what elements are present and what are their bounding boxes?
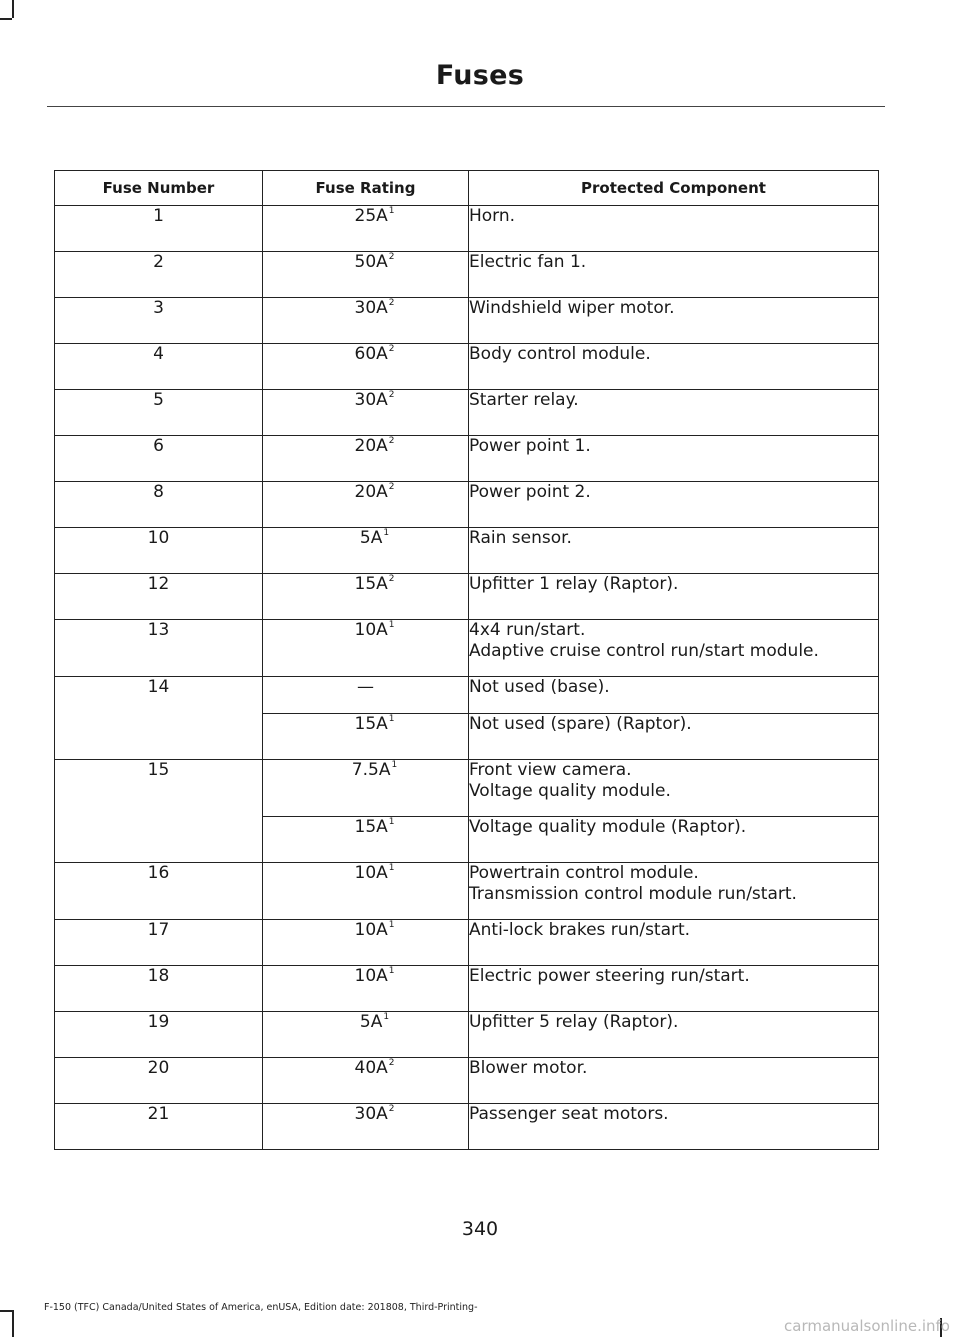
- protected-component-cell: [469, 677, 879, 714]
- fuse-number-cell: 18: [55, 966, 263, 1012]
- crop-mark: [12, 1310, 14, 1337]
- footnote-marker: 2: [388, 1104, 395, 1114]
- protected-component-line: Electric power steering run/start.: [469, 966, 750, 986]
- footnote-marker: 2: [388, 298, 395, 308]
- fuse-rating-value: 10A: [354, 620, 388, 640]
- fuse-rating: [337, 574, 395, 595]
- footnote-marker: 2: [388, 482, 395, 492]
- fuse-rating: [337, 390, 395, 411]
- fuse-rating-value: 5A: [359, 528, 383, 548]
- protected-component-line: Not used (spare) (Raptor).: [469, 714, 692, 734]
- table-row: [55, 574, 879, 620]
- protected-component-cell: [469, 920, 879, 966]
- fuse-rating-cell: [263, 206, 469, 252]
- protected-component-cell: [469, 1104, 879, 1150]
- protected-component-cell: [469, 714, 879, 760]
- footnote-marker: 2: [388, 1058, 395, 1068]
- crop-mark: [12, 0, 14, 18]
- fuse-number-cell: 5: [55, 390, 263, 436]
- title-divider: [47, 106, 885, 107]
- fuse-rating-value: 5A: [359, 1012, 383, 1032]
- fuse-number-cell: 21: [55, 1104, 263, 1150]
- protected-component-line: Power point 1.: [469, 436, 591, 456]
- fuse-rating-value: 15A: [354, 817, 388, 837]
- fuse-number-cell: 14: [55, 677, 263, 760]
- fuse-rating: [337, 920, 395, 941]
- table-row: [55, 1012, 879, 1058]
- footer-edition-text: F-150 (TFC) Canada/United States of America, enUSA, Edition date: 201808, Third-Printing-: [44, 1302, 478, 1313]
- footnote-marker: 1: [388, 920, 395, 930]
- protected-component-line: Windshield wiper motor.: [469, 298, 675, 318]
- protected-component-line: Powertrain control module.: [469, 863, 699, 883]
- header-fuse-number: Fuse Number: [55, 171, 263, 206]
- fuse-rating: [342, 1012, 389, 1033]
- protected-component-cell: [469, 620, 879, 677]
- protected-component-line: Starter relay.: [469, 390, 579, 410]
- fuse-number-cell: 10: [55, 528, 263, 574]
- table-row: [55, 252, 879, 298]
- fuse-rating: [334, 760, 397, 781]
- fuse-number-cell: 8: [55, 482, 263, 528]
- fuse-rating: [337, 714, 395, 735]
- protected-component-cell: [469, 436, 879, 482]
- fuse-table-body: [55, 206, 879, 1150]
- footnote-marker: 1: [383, 1012, 390, 1022]
- footnote-marker: 2: [388, 390, 395, 400]
- fuse-rating-value: 30A: [354, 1104, 388, 1124]
- fuse-rating-value: 10A: [354, 966, 388, 986]
- protected-component-line: Power point 2.: [469, 482, 591, 502]
- protected-component-line: Anti-lock brakes run/start.: [469, 920, 691, 940]
- fuse-number-cell: 20: [55, 1058, 263, 1104]
- page-number: 340: [461, 1218, 499, 1240]
- fuse-rating-value: 40A: [354, 1058, 388, 1078]
- protected-component-line: Adaptive cruise control run/start module.: [469, 641, 819, 661]
- table-row: [55, 390, 879, 436]
- fuse-rating-cell: [263, 920, 469, 966]
- fuse-rating-cell: [263, 966, 469, 1012]
- protected-component-cell: [469, 574, 879, 620]
- fuse-rating: [357, 677, 374, 698]
- crop-mark: [0, 18, 12, 20]
- table-row: [55, 482, 879, 528]
- footnote-marker: 1: [388, 966, 395, 976]
- fuse-rating-value: 15A: [354, 714, 388, 734]
- fuse-number-cell: 13: [55, 620, 263, 677]
- fuse-rating-cell: [263, 760, 469, 817]
- fuse-rating-value: 25A: [354, 206, 388, 226]
- protected-component-cell: [469, 966, 879, 1012]
- footnote-marker: 1: [388, 206, 395, 216]
- protected-component-line: Transmission control module run/start.: [469, 884, 797, 904]
- fuse-number-cell: 3: [55, 298, 263, 344]
- watermark: carmanualsonline.info: [784, 1317, 950, 1335]
- fuse-number-cell: 4: [55, 344, 263, 390]
- fuse-rating-value: 10A: [354, 863, 388, 883]
- protected-component-cell: [469, 390, 879, 436]
- fuse-rating-value: 20A: [354, 436, 388, 456]
- table-row: [55, 298, 879, 344]
- protected-component-line: Rain sensor.: [469, 528, 572, 548]
- table-row: [55, 1104, 879, 1150]
- table-row: [55, 760, 879, 817]
- fuse-rating-value: 15A: [354, 574, 388, 594]
- table-row: [55, 620, 879, 677]
- footnote-marker: 1: [388, 620, 395, 630]
- footnote-marker: 1: [388, 714, 395, 724]
- footnote-marker: 1: [383, 528, 390, 538]
- protected-component-line: Front view camera.: [469, 760, 632, 780]
- fuse-rating-cell: [263, 574, 469, 620]
- fuse-rating-value: —: [357, 677, 374, 697]
- protected-component-cell: [469, 528, 879, 574]
- fuse-rating-cell: [263, 1012, 469, 1058]
- table-row: [55, 436, 879, 482]
- fuse-rating-value: 50A: [354, 252, 388, 272]
- fuse-rating: [337, 620, 395, 641]
- fuse-rating: [337, 482, 395, 503]
- fuse-rating: [337, 252, 395, 273]
- table-row: [55, 920, 879, 966]
- fuse-rating-cell: [263, 620, 469, 677]
- footnote-marker: 2: [388, 344, 395, 354]
- protected-component-cell: [469, 817, 879, 863]
- fuse-number-cell: 12: [55, 574, 263, 620]
- protected-component-cell: [469, 863, 879, 920]
- fuse-rating-cell: [263, 1058, 469, 1104]
- protected-component-cell: [469, 760, 879, 817]
- fuse-rating: [337, 298, 395, 319]
- fuse-number-cell: 1: [55, 206, 263, 252]
- protected-component-line: Upfitter 1 relay (Raptor).: [469, 574, 679, 594]
- protected-component-cell: [469, 252, 879, 298]
- protected-component-line: Not used (base).: [469, 677, 610, 697]
- fuse-rating-cell: [263, 390, 469, 436]
- protected-component-cell: [469, 298, 879, 344]
- footnote-marker: 1: [388, 863, 395, 873]
- table-row: [55, 1058, 879, 1104]
- fuse-rating-cell: [263, 863, 469, 920]
- protected-component-cell: [469, 1058, 879, 1104]
- protected-component-line: Upfitter 5 relay (Raptor).: [469, 1012, 679, 1032]
- fuse-rating-value: 30A: [354, 390, 388, 410]
- fuse-number-cell: 19: [55, 1012, 263, 1058]
- fuse-rating-value: 60A: [354, 344, 388, 364]
- protected-component-line: Voltage quality module.: [469, 781, 671, 801]
- fuse-number-cell: 2: [55, 252, 263, 298]
- header-protected-component: Protected Component: [469, 171, 879, 206]
- fuse-number-cell: 6: [55, 436, 263, 482]
- fuse-rating-value: 10A: [354, 920, 388, 940]
- table-row: [55, 344, 879, 390]
- footnote-marker: 2: [388, 436, 395, 446]
- footnote-marker: 2: [388, 574, 395, 584]
- fuse-rating: [337, 344, 395, 365]
- table-row: [55, 966, 879, 1012]
- fuse-rating: [337, 1104, 395, 1125]
- fuse-rating: [337, 206, 395, 227]
- protected-component-line: Horn.: [469, 206, 516, 226]
- fuse-rating-value: 30A: [354, 298, 388, 318]
- fuse-rating: [337, 436, 395, 457]
- protected-component-line: Passenger seat motors.: [469, 1104, 669, 1124]
- fuse-number-cell: 16: [55, 863, 263, 920]
- protected-component-cell: [469, 482, 879, 528]
- fuse-rating-value: 7.5A: [351, 760, 391, 780]
- fuse-rating-cell: [263, 817, 469, 863]
- fuse-rating-value: 20A: [354, 482, 388, 502]
- fuse-rating-cell: [263, 482, 469, 528]
- fuse-rating: [337, 817, 395, 838]
- fuse-number-cell: 15: [55, 760, 263, 863]
- fuse-rating-cell: [263, 1104, 469, 1150]
- table-row: [55, 206, 879, 252]
- fuse-rating: [337, 863, 395, 884]
- fuse-rating-cell: [263, 436, 469, 482]
- fuse-rating: [337, 1058, 395, 1079]
- footnote-marker: 1: [388, 817, 395, 827]
- footnote-marker: 2: [388, 252, 395, 262]
- fuse-number-cell: 17: [55, 920, 263, 966]
- protected-component-cell: [469, 344, 879, 390]
- fuse-rating: [342, 528, 389, 549]
- protected-component-cell: [469, 206, 879, 252]
- protected-component-line: Body control module.: [469, 344, 651, 364]
- fuse-rating-cell: [263, 344, 469, 390]
- fuse-rating: [337, 966, 395, 987]
- protected-component-line: Electric fan 1.: [469, 252, 587, 272]
- crop-mark: [0, 1310, 12, 1312]
- protected-component-cell: [469, 1012, 879, 1058]
- header-fuse-rating: Fuse Rating: [263, 171, 469, 206]
- fuse-rating-cell: [263, 298, 469, 344]
- table-row: [55, 528, 879, 574]
- fuse-rating-cell: [263, 528, 469, 574]
- table-row: [55, 863, 879, 920]
- protected-component-line: 4x4 run/start.: [469, 620, 586, 640]
- fuse-rating-cell: [263, 677, 469, 714]
- table-header-row: [55, 171, 879, 206]
- fuse-rating-cell: [263, 714, 469, 760]
- page-title: Fuses: [435, 60, 525, 91]
- table-row: [55, 677, 879, 714]
- footnote-marker: 1: [391, 760, 398, 770]
- protected-component-line: Voltage quality module (Raptor).: [469, 817, 747, 837]
- protected-component-line: Blower motor.: [469, 1058, 588, 1078]
- fuse-rating-cell: [263, 252, 469, 298]
- fuse-table: [54, 170, 879, 1150]
